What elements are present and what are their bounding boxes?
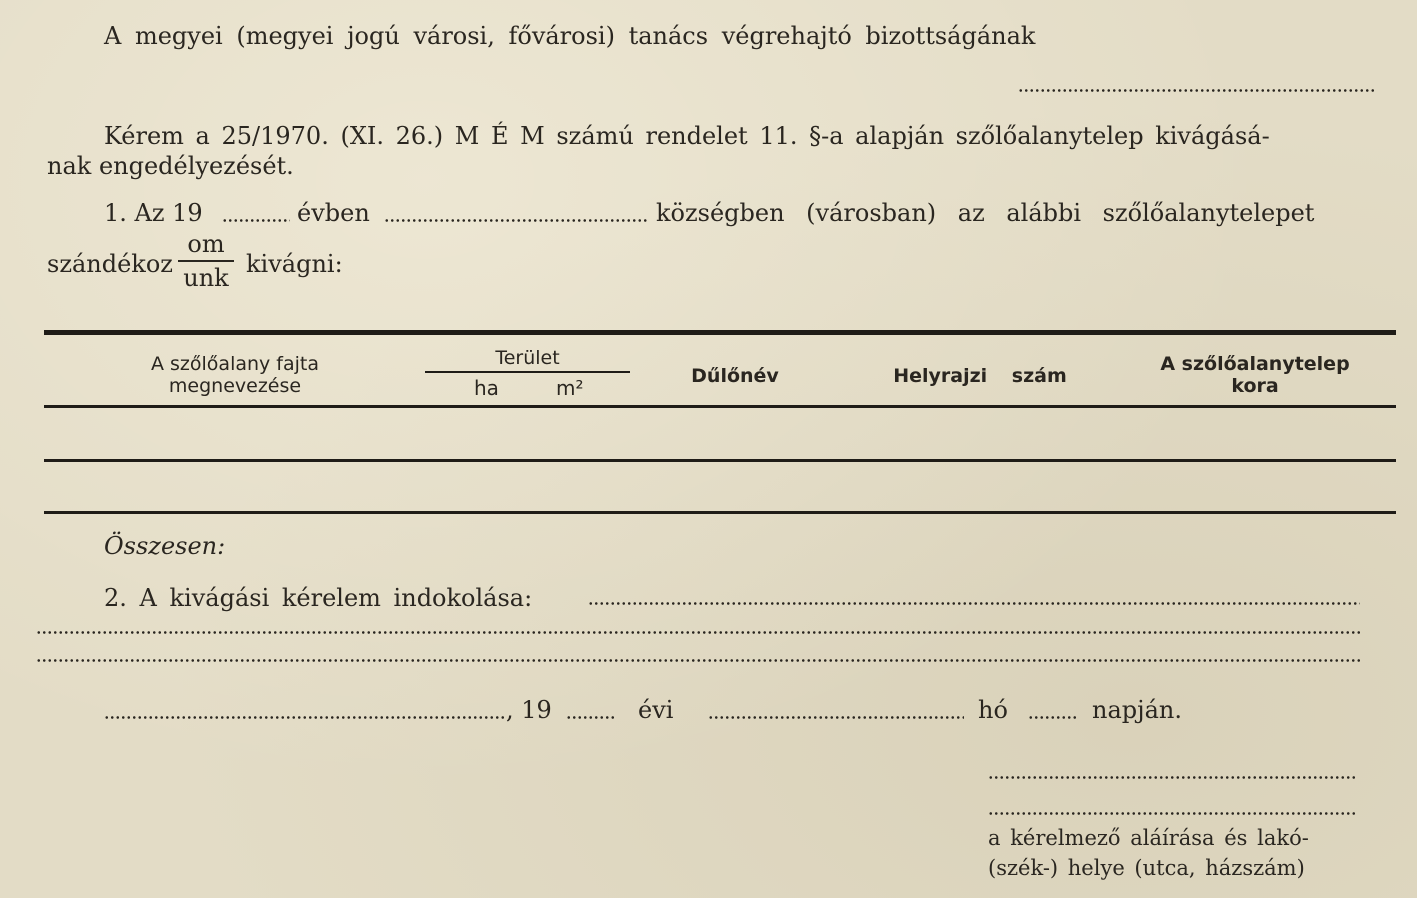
col-area-header — [425, 347, 630, 369]
date-napjan-label: napján. — [1092, 696, 1182, 724]
table-row2-rule[interactable] — [44, 511, 1396, 514]
month-fill-field[interactable] — [708, 716, 964, 719]
item1-town-suffix: községben (városban) az alábbi szőlőalanytelepet — [656, 199, 1315, 227]
day-fill-field[interactable] — [1028, 716, 1076, 719]
table-row1-rule[interactable] — [44, 459, 1396, 462]
addressee-fill-line[interactable] — [1018, 89, 1376, 92]
date-evi-label: évi — [638, 696, 674, 724]
col-variety-line2: megnevezése — [168, 375, 302, 397]
year-fill-field[interactable] — [222, 219, 290, 222]
reason-fill-line1[interactable] — [588, 602, 1360, 605]
col-variety-header — [100, 353, 370, 397]
town-fill-field[interactable] — [384, 219, 648, 222]
col-area-label: Terület — [495, 347, 560, 369]
col-age-line2: kora — [1231, 375, 1279, 397]
table-top-rule — [44, 330, 1396, 335]
place-fill-field[interactable] — [104, 716, 506, 719]
fraction-bar — [178, 260, 234, 262]
request-text-line1: Kérem a 25/1970. (XI. 26.) M É M számú rendelet 11. §-a alapján szőlőalanytelep kivágásá- — [104, 122, 1270, 150]
date-year-fill[interactable] — [566, 716, 616, 719]
item1-year-suffix: évben — [297, 199, 370, 227]
date-ho-label: hó — [978, 696, 1008, 724]
request-text-line2: nak engedélyezését. — [47, 152, 294, 180]
col-variety-line1: A szőlőalany fajta — [150, 353, 320, 375]
fraction-bottom: unk — [183, 263, 229, 292]
col-area-m2: m² — [556, 376, 584, 400]
col-lot-header: Helyrajzi szám — [893, 365, 1067, 387]
date-year-prefix: , 19 — [506, 696, 552, 724]
col-age-header — [1130, 353, 1380, 397]
col-area-divider — [425, 371, 630, 373]
fraction-top: om — [187, 230, 225, 258]
address-line: A megyei (megyei jogú városi, fővárosi) tanács végrehajtó bizottságának — [104, 22, 1036, 50]
col-field-header: Dűlőnév — [691, 365, 779, 387]
col-area-ha: ha — [474, 376, 499, 400]
total-label: Összesen: — [104, 532, 226, 560]
table-header-rule — [44, 405, 1396, 408]
signature-caption-line2: (szék-) helye (utca, házszám) — [988, 856, 1305, 880]
om-unk-fraction — [178, 232, 234, 290]
col-age-line1: A szőlőalanytelep — [1160, 353, 1350, 375]
item2-label: 2. A kivágási kérelem indokolása: — [104, 584, 533, 612]
signature-caption-line1: a kérelmező aláírása és lakó- — [988, 826, 1309, 850]
item1-intent-word: szándékoz — [47, 250, 173, 278]
item1-prefix: 1. Az 19 — [104, 199, 203, 227]
item1-after: kivágni: — [246, 250, 343, 278]
signature-fill-line2[interactable] — [988, 812, 1358, 815]
signature-fill-line1[interactable] — [988, 776, 1358, 779]
reason-fill-line3[interactable] — [36, 659, 1360, 662]
reason-fill-line2[interactable] — [36, 631, 1360, 634]
